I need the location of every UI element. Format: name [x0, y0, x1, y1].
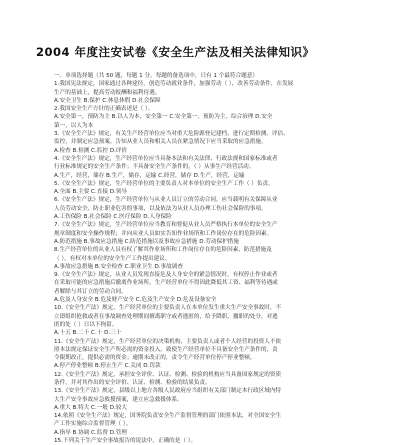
body-text-line: 5.《安全生产法》规定，生产经营单位的主要负责人对本单位的安全生产工作（ ）负责。 [54, 180, 274, 187]
body-text-line: A.检查 B.检测 C.监控 D.评价 [54, 147, 127, 154]
body-text-line: 行业标准规定的安全生产条件；不具备安全生产条件的，（ ）从事生产经营活动。 [54, 164, 255, 171]
body-text-line: A.危及人身安全 B.危及财产安全 C.危及生产安全 D.危及设备安全 [54, 297, 217, 304]
body-text-line: 9.《安全生产法》规定，从业人员发现直接危及人身安全的紧急情况时，有权停止作业或者 [54, 272, 278, 279]
body-text-line: 生产的基础上，提高劳动报酬和福利待遇。 [54, 89, 161, 96]
body-text-line: A.指导 B.协调 C.监督 D.管理 [54, 429, 127, 436]
document-title: 2004 年度注安试卷《安全生产法及相关法律知识》 [36, 45, 315, 59]
body-text-line: 在采取可能的应急措施后撤离作业场所，生产经营单位不得因此降低其工资、福利等待遇或 [54, 280, 278, 287]
body-text-line: 者解除与其订立的劳动合同。 [54, 288, 127, 295]
body-text-line: 10.《安全生产法》规定，生产经营单位的主要负责人在本单位发生重大生产安全事故时，不 [54, 305, 282, 312]
body-text-line: 匿的处（ ）日以下拘留。 [54, 321, 118, 328]
document-body [54, 72, 350, 445]
body-text-line: 4.《安全生产法》规定，生产经营单位应当具备本法和有关法律、行政法规和国家标准或者 [54, 155, 278, 162]
body-text-line: （ ），有权对本单位的安全生产工作提出建议。 [54, 255, 171, 262]
body-text-line: A.事故应急措施 B.安全检查 C.职业卫生 D.事故调查 [54, 263, 183, 270]
body-text-line: 2.我国安全生产方针的正确表述是（ ）。 [54, 106, 154, 113]
body-text-line: 6.《安全生产法》规定，生产经营单位与从业人员订立的劳动合同，应当载明有关保障从业 [54, 197, 278, 204]
body-text-line: A.安全卫生 B.保护 C.休息休假 D.社会保障 [54, 97, 161, 104]
body-text-line: 条件，并对其作出的安全评价、认证、检测、检验的结果负责。 [54, 379, 211, 386]
body-text-line: 照本法规定保证安全生产所必需的资金投入，致使生产经营单位不具备安全生产条件的，责 [54, 346, 278, 353]
body-text-line: 11.《安全生产法》规定，生产经营单位的决策机构、主要负责人或者个人经营的投资人不依 [54, 338, 282, 345]
body-text-line: 12.《安全生产法》规定，承担安全评价、认证、检测、检验的机构应当具备国家规定的资质 [54, 371, 282, 378]
body-text-line: A.全面 B.主要 C.直接 D.领导 [54, 189, 127, 196]
body-text-line: 一、单项选择题（共 50 题，每题 1 分。每题的备选项中，只有 1 个最符合题意） [54, 73, 258, 79]
body-text-line: A.停产停业整顿 B.停止生产 C.关闭 D.罚款 [54, 363, 161, 370]
body-text-line: A.重大 B.特大 C.一般 D.较大 [54, 404, 127, 411]
body-text-line: A.生产，经营，储存 B.生产，储存，运输 C.经营，储存 D.生产，经营，运输 [54, 172, 245, 179]
body-text-line: 15.下列关于生产安全事故报告的说法中，正确的是（ ）。 [54, 438, 197, 445]
body-text-line: 14.依照《安全生产法》规定，国务院负责安全生产监督管理的部门依照本法，对全国安全生 [54, 413, 282, 420]
body-text-line: 1.我国宪法规定，国家通过各种途径，创造劳动就业条件，加强劳动（ ），改善劳动条件，在发展 [54, 81, 294, 88]
body-text-line: A.工伤保险 B.社会保险 C.医疗保险 D.人身保险 [54, 214, 172, 221]
body-text-line: 产工作实施综合监督管理（ ）。 [54, 421, 132, 428]
body-text-line: 监控，并制定应急预案，告知从业人员和相关人员在紧急情况下应当采取的应急措施。 [54, 139, 267, 146]
body-text-line: 8.生产经营单位的从业人员有权了解其作业场所和工作岗位存在的危险因素、防范措施及 [54, 247, 272, 254]
body-text-line: A.安全第一，预防为主 B.以人为本，安全第一 C.安全第一，预防为主，综合治理 D.安全 [54, 114, 273, 121]
body-text-line: 人员劳动安全、防止职业危害的事项，以及依法为从业人员办理工伤社会保险的事项。 [54, 205, 267, 212]
body-text-line: 第一，以人为本 [54, 122, 94, 129]
body-text-line: A.防范措施 B.事故应急措施 C.防范措施以及事故应急措施 D.劳动保护措施 [54, 238, 239, 245]
body-text-line: 大生产安全事故应急救援预案，建立应急救援体系。 [54, 396, 183, 403]
body-text-line: 令限期改正，提供必需的资金；逾期未改正的，责令生产经营单位停产停业整顿。 [54, 355, 256, 362]
body-text-line: A.十五 B.二十 C.十 D.三十 [54, 330, 122, 337]
body-text-line: 立即组织抢救或者在事故调查处理期间擅离职守或者逃匿的，给予降职、撤职的处分，对逃 [54, 313, 278, 320]
body-text-line: 规章制度和安全操作规程；并向从业人员如实告知作业场所和工作岗位存在的危险因素。 [54, 230, 273, 237]
body-text-line: 7.《安全生产法》规定，生产经营单位应当教育和督促从业人员严格执行本单位的安全生产 [54, 222, 278, 229]
body-text-line: 13.《安全生产法》规定，县级以上地方各级人民政府应当组织有关部门制定本行政区域内特 [54, 388, 282, 395]
body-text-line: 3.《安全生产法》规定，有关生产经营单位应当对重大危险源登记建档，进行定期检测、评估、 [54, 131, 289, 138]
